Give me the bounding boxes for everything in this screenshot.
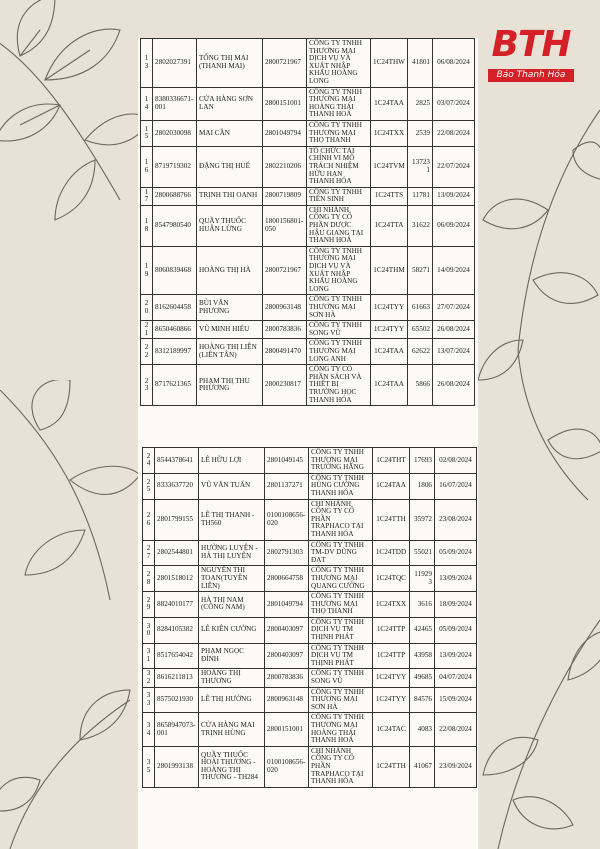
cell-invoice-series: 1C24TTP — [373, 643, 410, 669]
cell-customer-name: QUẦY THUỐC HOÀI THƯƠNG - HOÀNG THỊ THƯƠNG - TH284 — [199, 746, 265, 787]
cell-row-number: 18 — [141, 205, 153, 246]
table-row — [143, 617, 477, 643]
cell-customer-tax-code: 2802544801 — [155, 540, 199, 566]
cell-invoice-date: 23/08/2024 — [435, 499, 477, 540]
cell-seller-name: CÔNG TY TNHH THƯƠNG MẠI SƠN HÀ — [307, 295, 371, 321]
cell-invoice-number: 84576 — [410, 687, 435, 713]
table-row — [141, 87, 475, 120]
cell-row-number: 20 — [141, 295, 153, 321]
cell-invoice-date: 26/08/2024 — [433, 365, 475, 406]
cell-seller-tax-code: 2801049145 — [265, 448, 309, 474]
cell-seller-tax-code: 2800721967 — [263, 39, 307, 88]
table-row — [143, 473, 477, 499]
cell-row-number: 28 — [143, 566, 155, 592]
cell-invoice-date: 13/07/2024 — [433, 339, 475, 365]
cell-invoice-series: 1C24TDD — [373, 540, 410, 566]
cell-row-number: 22 — [141, 339, 153, 365]
cell-invoice-series: 1C24TAC — [373, 713, 410, 746]
logo-subtitle: Báo Thanh Hóa — [488, 69, 574, 82]
cell-customer-tax-code: 2801799155 — [155, 499, 199, 540]
cell-invoice-date: 13/09/2024 — [435, 643, 477, 669]
cell-invoice-number: 41801 — [408, 39, 433, 88]
leaf-decoration-left — [0, 380, 140, 620]
cell-customer-tax-code: 8719719302 — [153, 146, 197, 187]
cell-invoice-number: 31622 — [408, 205, 433, 246]
cell-invoice-date: 16/07/2024 — [435, 473, 477, 499]
cell-seller-tax-code: 2800783836 — [265, 669, 309, 687]
table-row — [141, 187, 475, 205]
cell-customer-tax-code: 8060839468 — [153, 246, 197, 295]
cell-invoice-number: 41067 — [410, 746, 435, 787]
cell-customer-tax-code: 8616211813 — [155, 669, 199, 687]
cell-customer-name: QUẦY THUỐC HUÂN LỪNG — [197, 205, 263, 246]
cell-seller-name: CÔNG TY TNHH THƯƠNG MẠI HOÀNG THÁI THANH HOÁ — [309, 713, 373, 746]
cell-customer-tax-code: 8284105382 — [155, 617, 199, 643]
cell-invoice-series: 1C24TQC — [373, 566, 410, 592]
cell-invoice-number: 58271 — [408, 246, 433, 295]
cell-seller-tax-code: 2800664758 — [265, 566, 309, 592]
cell-customer-tax-code: 8544378641 — [155, 448, 199, 474]
cell-invoice-date: 04/07/2024 — [435, 669, 477, 687]
cell-row-number: 23 — [141, 365, 153, 406]
cell-row-number: 30 — [143, 617, 155, 643]
cell-seller-tax-code: 2800963148 — [265, 687, 309, 713]
cell-invoice-number: 55021 — [410, 540, 435, 566]
cell-customer-name: TRỊNH THỊ OANH — [197, 187, 263, 205]
cell-seller-name: CHI NHÁNH CÔNG TY CỔ PHẦN TRAPHACO TẠI THANH HÓA — [309, 499, 373, 540]
cell-seller-tax-code: 0100108656-020 — [265, 746, 309, 787]
cell-invoice-date: 13/09/2024 — [435, 566, 477, 592]
cell-customer-tax-code: 8547980540 — [153, 205, 197, 246]
cell-row-number: 34 — [143, 713, 155, 746]
logo-letters: BTH — [491, 24, 571, 65]
cell-seller-tax-code: 2800151001 — [265, 713, 309, 746]
cell-seller-name: CÔNG TY TNHH TIẾN SINH — [307, 187, 371, 205]
cell-row-number: 15 — [141, 120, 153, 146]
cell-row-number: 19 — [141, 246, 153, 295]
cell-customer-name: LÊ THỊ HƯỜNG — [199, 687, 265, 713]
cell-invoice-series: 1C24TYY — [371, 321, 408, 339]
cell-seller-name: CÔNG TY TNHH THƯƠNG MẠI LONG ANH — [307, 339, 371, 365]
cell-invoice-series: 1C24TAA — [371, 87, 408, 120]
cell-customer-name: CỬA HÀNG SƠN LAN — [197, 87, 263, 120]
cell-customer-name: HƯỜNG LUYỆN - HÀ THỊ LUYỆN — [199, 540, 265, 566]
table-row — [143, 746, 477, 787]
cell-customer-tax-code: 2802030098 — [153, 120, 197, 146]
cell-invoice-series: 1C24TYY — [373, 687, 410, 713]
cell-row-number: 35 — [143, 746, 155, 787]
cell-seller-name: TỔ CHỨC TÀI CHÍNH VI MÔ TRÁCH NHIỆM HỮU HẠN THANH HÓA — [307, 146, 371, 187]
invoice-table-top — [140, 38, 475, 406]
cell-seller-tax-code: 2801137271 — [265, 473, 309, 499]
cell-invoice-date: 02/08/2024 — [435, 448, 477, 474]
cell-customer-tax-code: 2801518012 — [155, 566, 199, 592]
cell-customer-name: HOÀNG THỊ THƯƠNG — [199, 669, 265, 687]
cell-row-number: 29 — [143, 592, 155, 618]
cell-seller-tax-code: 2801049794 — [265, 592, 309, 618]
cell-row-number: 13 — [141, 39, 153, 88]
cell-seller-name: CÔNG TY TNHH THƯƠNG MẠI DỊCH VỤ VÀ XUẤT NHẬP KHẨU HOÀNG LONG — [307, 39, 371, 88]
cell-invoice-number: 42465 — [410, 617, 435, 643]
leaf-decoration-top-left — [0, 0, 140, 300]
cell-invoice-date: 22/08/2024 — [435, 713, 477, 746]
cell-customer-tax-code: 8162604458 — [153, 295, 197, 321]
cell-invoice-number: 43958 — [410, 643, 435, 669]
leaf-decoration-right — [478, 90, 600, 510]
cell-seller-tax-code: 1800156801-050 — [263, 205, 307, 246]
cell-invoice-date: 27/07/2024 — [433, 295, 475, 321]
cell-row-number: 16 — [141, 146, 153, 187]
cell-invoice-number: 61663 — [408, 295, 433, 321]
cell-seller-tax-code: 2801049794 — [263, 120, 307, 146]
cell-seller-name: CÔNG TY TNHH THƯƠNG MẠI THỌ THANH — [307, 120, 371, 146]
cell-seller-name: CÔNG TY TNHH TM-DV DŨNG ĐẠT — [309, 540, 373, 566]
cell-invoice-date: 06/09/2024 — [433, 205, 475, 246]
table-row — [141, 246, 475, 295]
leaf-decoration-bottom-left — [0, 660, 140, 849]
cell-row-number: 24 — [143, 448, 155, 474]
cell-customer-tax-code: 2801993138 — [155, 746, 199, 787]
cell-customer-name: BÙI VĂN PHƯƠNG — [197, 295, 263, 321]
cell-invoice-series: 1C24TXX — [373, 592, 410, 618]
cell-customer-tax-code: 8717621365 — [153, 365, 197, 406]
cell-seller-tax-code: 0100108656-020 — [265, 499, 309, 540]
cell-seller-tax-code: 2802791303 — [265, 540, 309, 566]
cell-seller-tax-code: 2800151001 — [263, 87, 307, 120]
cell-row-number: 27 — [143, 540, 155, 566]
cell-invoice-series: 1C24TYY — [373, 669, 410, 687]
cell-row-number: 33 — [143, 687, 155, 713]
cell-invoice-number: 5866 — [408, 365, 433, 406]
cell-invoice-series: 1C24TTP — [373, 617, 410, 643]
cell-invoice-series: 1C24TAA — [371, 365, 408, 406]
table-row — [143, 499, 477, 540]
cell-seller-name: CÔNG TY CỔ PHẦN SÁCH VÀ THIẾT BỊ TRƯỜNG HỌC THANH HÓA — [307, 365, 371, 406]
cell-seller-tax-code: 2802210206 — [263, 146, 307, 187]
cell-row-number: 32 — [143, 669, 155, 687]
cell-invoice-number: 2539 — [408, 120, 433, 146]
cell-customer-name: TỐNG THỊ MAI (THANH MAI) — [197, 39, 263, 88]
cell-invoice-number: 119293 — [410, 566, 435, 592]
cell-customer-name: PHẠM NGỌC ĐỈNH — [199, 643, 265, 669]
cell-invoice-series: 1C24TTH — [373, 746, 410, 787]
leaf-decoration-bottom-right — [478, 560, 600, 849]
table-row — [143, 448, 477, 474]
cell-customer-tax-code: 8312189997 — [153, 339, 197, 365]
cell-seller-tax-code: 2800783836 — [263, 321, 307, 339]
cell-row-number: 25 — [143, 473, 155, 499]
cell-row-number: 26 — [143, 499, 155, 540]
table-row — [143, 687, 477, 713]
table-row — [141, 321, 475, 339]
cell-invoice-date: 18/09/2024 — [435, 592, 477, 618]
cell-seller-name: CÔNG TY TNHH SONG VŨ — [307, 321, 371, 339]
cell-customer-tax-code: 8658947073-001 — [155, 713, 199, 746]
cell-row-number: 31 — [143, 643, 155, 669]
cell-seller-tax-code: 2800403097 — [265, 617, 309, 643]
cell-invoice-date: 05/09/2024 — [435, 617, 477, 643]
cell-invoice-number: 65502 — [408, 321, 433, 339]
cell-invoice-series: 1C24TAA — [371, 339, 408, 365]
cell-seller-name: CÔNG TY TNHH THƯƠNG MẠI DỊCH VỤ VÀ XUẤT NHẬP KHẨU HOÀNG LONG — [307, 246, 371, 295]
cell-customer-name: HÀ THỊ NAM (CÔNG NAM) — [199, 592, 265, 618]
cell-customer-name: MAI CẦN — [197, 120, 263, 146]
table-row — [141, 365, 475, 406]
cell-invoice-number: 17693 — [410, 448, 435, 474]
cell-seller-tax-code: 2800719809 — [263, 187, 307, 205]
cell-customer-name: NGUYỄN THỊ TOAN(TUYÊN LIÊN) — [199, 566, 265, 592]
table-row — [143, 540, 477, 566]
cell-row-number: 14 — [141, 87, 153, 120]
cell-seller-tax-code: 2800491470 — [263, 339, 307, 365]
bth-logo — [486, 22, 576, 84]
cell-seller-name: CÔNG TY TNHH DỊCH VỤ TM THỊNH PHÁT — [309, 617, 373, 643]
table-row — [141, 205, 475, 246]
table-row — [143, 713, 477, 746]
cell-customer-name: LÊ THỊ THANH - TH560 — [199, 499, 265, 540]
cell-invoice-number: 3616 — [410, 592, 435, 618]
cell-seller-name: CÔNG TY TNHH THƯƠNG MẠI TRƯỜNG HẰNG — [309, 448, 373, 474]
cell-invoice-series: 1C24THT — [373, 448, 410, 474]
cell-invoice-number: 137231 — [408, 146, 433, 187]
cell-invoice-number: 62622 — [408, 339, 433, 365]
cell-seller-name: CÔNG TY TNHH THƯƠNG MẠI QUANG CƯỜNG — [309, 566, 373, 592]
cell-invoice-series: 1C24TAA — [373, 473, 410, 499]
cell-invoice-series: 1C24THW — [371, 39, 408, 88]
cell-seller-tax-code: 2800230817 — [263, 365, 307, 406]
cell-invoice-number: 2825 — [408, 87, 433, 120]
cell-customer-tax-code: 8575021930 — [155, 687, 199, 713]
cell-invoice-number: 11781 — [408, 187, 433, 205]
cell-customer-name: PHẠM THỊ THU PHƯƠNG — [197, 365, 263, 406]
table-row — [143, 566, 477, 592]
cell-invoice-number: 4083 — [410, 713, 435, 746]
table-row — [141, 120, 475, 146]
cell-customer-tax-code: 2802027391 — [153, 39, 197, 88]
cell-invoice-number: 1806 — [410, 473, 435, 499]
cell-invoice-series: 1C24TTA — [371, 205, 408, 246]
cell-invoice-date: 23/09/2024 — [435, 746, 477, 787]
cell-customer-name: VŨ MINH HIẾU — [197, 321, 263, 339]
cell-invoice-series: 1C24THM — [371, 246, 408, 295]
cell-customer-name: LÊ KIÊN CƯỜNG — [199, 617, 265, 643]
cell-row-number: 17 — [141, 187, 153, 205]
cell-row-number: 21 — [141, 321, 153, 339]
cell-invoice-date: 13/09/2024 — [433, 187, 475, 205]
cell-invoice-date: 26/08/2024 — [433, 321, 475, 339]
cell-invoice-date: 22/08/2024 — [433, 120, 475, 146]
cell-seller-name: CÔNG TY TNHH THƯƠNG MẠI THỌ THANH — [309, 592, 373, 618]
cell-customer-name: VŨ VĂN TUẤN — [199, 473, 265, 499]
table-row — [141, 339, 475, 365]
cell-invoice-series: 1C24TVM — [371, 146, 408, 187]
cell-customer-name: CỬA HÀNG MAI TRỊNH HÙNG — [199, 713, 265, 746]
cell-seller-name: CÔNG TY TNHH HÙNG CƯỜNG THANH HÓA — [309, 473, 373, 499]
table-row — [141, 295, 475, 321]
cell-customer-tax-code: 8380336671-001 — [153, 87, 197, 120]
cell-customer-tax-code: 8333637720 — [155, 473, 199, 499]
cell-seller-tax-code: 2800721967 — [263, 246, 307, 295]
cell-customer-name: HOÀNG THỊ LIÊN (LIÊN TÂN) — [197, 339, 263, 365]
cell-invoice-date: 14/09/2024 — [433, 246, 475, 295]
cell-customer-name: HOÀNG THỊ HÀ — [197, 246, 263, 295]
cell-invoice-number: 35972 — [410, 499, 435, 540]
cell-customer-name: LÊ HỮU LỢI — [199, 448, 265, 474]
cell-seller-name: CÔNG TY TNHH DỊCH VỤ TM THỊNH PHÁT — [309, 643, 373, 669]
cell-invoice-series: 1C24TTH — [373, 499, 410, 540]
cell-seller-name: CÔNG TY TNHH SONG VŨ — [309, 669, 373, 687]
cell-invoice-date: 05/09/2024 — [435, 540, 477, 566]
cell-customer-tax-code: 8824010177 — [155, 592, 199, 618]
cell-invoice-series: 1C24TYY — [371, 295, 408, 321]
cell-seller-name: CHI NHÁNH CÔNG TY CỔ PHẦN TRAPHACO TẠI THANH HÓA — [309, 746, 373, 787]
cell-customer-tax-code: 8517654042 — [155, 643, 199, 669]
cell-seller-name: CHI NHÁNH CÔNG TY CỔ PHẦN DƯỢC HẬU GIANG TẠI THANH HOÁ — [307, 205, 371, 246]
cell-invoice-date: 06/08/2024 — [433, 39, 475, 88]
cell-invoice-date: 03/07/2024 — [433, 87, 475, 120]
cell-invoice-number: 49685 — [410, 669, 435, 687]
invoice-table-bottom — [142, 447, 477, 788]
table-row — [143, 669, 477, 687]
cell-customer-tax-code: 8650460866 — [153, 321, 197, 339]
table-row — [143, 592, 477, 618]
table-row — [143, 643, 477, 669]
cell-customer-name: ĐẶNG THỊ HUẾ — [197, 146, 263, 187]
cell-seller-tax-code: 2800403097 — [265, 643, 309, 669]
cell-seller-tax-code: 2800963148 — [263, 295, 307, 321]
cell-invoice-series: 1C24TTS — [371, 187, 408, 205]
cell-customer-tax-code: 2800688766 — [153, 187, 197, 205]
cell-seller-name: CÔNG TY TNHH THƯƠNG MẠI HOÀNG THÁI THANH HOÁ — [307, 87, 371, 120]
table-row — [141, 39, 475, 88]
cell-invoice-date: 22/07/2024 — [433, 146, 475, 187]
cell-invoice-series: 1C24TXX — [371, 120, 408, 146]
cell-invoice-date: 15/09/2024 — [435, 687, 477, 713]
cell-seller-name: CÔNG TY TNHH THƯƠNG MẠI SƠN HÀ — [309, 687, 373, 713]
table-row — [141, 146, 475, 187]
